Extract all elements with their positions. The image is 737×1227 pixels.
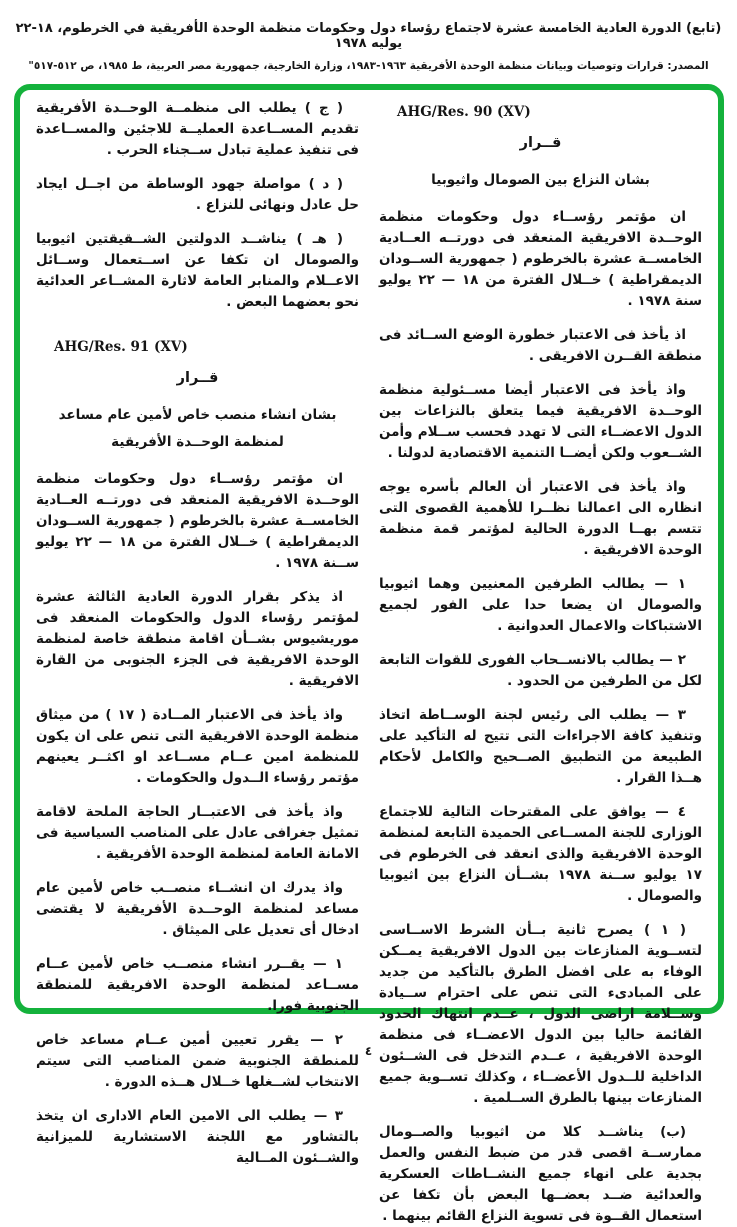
session-title: (تابع) الدورة العادية الخامسة عشرة لاجتماع رؤساء دول وحكومات منظمة الوحدة الأفريقية في الخرطوم، ١٨-٢٢ يوليه ١٩٧٨ (15, 21, 722, 51)
paragraph: واذ يأخذ فى الاعتبار أيضا مســئولية منظمة الوحــدة الافريقية فيما يتعلق بالنزاعات بين الدول الاعضــاء التى لا تهدد فحسب ســلام وأمن الشــعوب ولكن أيضــا التنمية الاقتصادية لدولنا . (379, 382, 702, 461)
resolution-91-subject-line2: لمنظمة الوحــدة الأفريقية (111, 434, 284, 450)
paragraph: واذ يدرك ان انشــاء منصــب خاص لأمين عام مساعد لمنظمة الوحــدة الأفريقية لا يقتضى ادخال أى تعديل على الميثاق . (36, 880, 359, 938)
resolution-90-column (379, 98, 703, 1224)
paragraph: ٤ — يوافق على المقترحات التالية للاجتماع الوزارى للجنة المســاعى الحميدة التابعة لمنظمة الوحدة الافريقية والذى انعقد فى الخرطوم فى ١٧ يوليو ســنة ١٩٧٨ بشــأن النزاع بين اثيوبيا والصومال . (379, 804, 702, 904)
resolution-90-id: AHG/Res. 90 (XV) (397, 104, 531, 120)
paragraph: ( ١ ) يصرح ثانية بــأن الشرط الاســاسى لتســوية المنازعات بين الدول الافريقية يمــكن الوفاء به على افضل الطرق بالتأكيد من جديد على المبادىء التى تنص على احترام ســيادة وســلامة اراضى الدول ، عــدم انتهاك الحدود القائمة حاليا بين الدول الاعضــاء فى منظمة الوحدة الافريقية ، عــدم التدخل فى الشــئون الداخلية للــدول الأعضــاء ، وكذلك تســوية جميع المنازعات بينها بالطرق الســلمية . (379, 922, 702, 1106)
paragraph: ٣ — يطلب الى الامين العام الادارى ان يتخذ بالتشاور مع اللجنة الاستشارية للميزانية والشــئون المــالية (36, 1108, 359, 1166)
paragraph: ان مؤتمر رؤســاء دول وحكومات منظمة الوحــدة الافريقية المنعقد فى دورتــه العــادية الخامســة عشرة بالخرطوم ( جمهورية الســودان الديمقراطية ) خــلال الفترة من ١٨ — ٢٢ يوليو ســنة ١٩٧٨ . (36, 471, 360, 571)
paragraph: واذ يأخذ فى الاعتبار المــادة ( ١٧ ) من ميثاق منظمة الوحدة الافريقية التى تنص على ان يكون للمنظمة امين عــام مســاعد او اكثــر يعينهم مؤتمر رؤساء الــدول والحكومات . (36, 707, 359, 786)
resolution-91-column (36, 98, 360, 1166)
paragraph: (ب) يناشــد كلا من اثيوبيا والصــومال ممارســة اقصى قدر من ضبط النفس والعمل بجدية على انهاء جميع النشــاطات العسكرية والعدائية ضــد بعضــها البعض بأن تكفا عن استعمال القــوة فى تسوية النزاع القائم بينهما . (379, 1124, 702, 1224)
paragraph: اذ يأخذ فى الاعتبار خطورة الوضع الســائد فى منطقة القــرن الافريقى . (379, 327, 702, 364)
paragraph: ( د ) مواصلة جهود الوساطة من اجــل ايجاد حل عادل ونهائى للنزاع . (36, 176, 359, 213)
paragraph: واذ يأخذ فى الاعتبــار الحاجة الملحة لاقامة تمثيل جغرافى عادل على المناصب السياسية فى الامانة العامة لمنظمة الوحدة الأفريقية . (36, 804, 359, 862)
resolution-90-heading: قــرار (519, 135, 562, 151)
page-number: ٤ (364, 1044, 373, 1058)
document-header (0, 0, 737, 72)
resolution-90-subject: بشان النزاع بين الصومال واثيوبيا (431, 172, 650, 188)
paragraph: ٢ — يطالب بالانســحاب الفورى للقوات التابعة لكل من الطرفين من الحدود . (379, 652, 702, 689)
resolution-91-subject-line1: بشان انشاء منصب خاص لأمين عام مساعد (58, 407, 337, 423)
resolution-91-heading: قــرار (176, 370, 219, 386)
resolution-91-id: AHG/Res. 91 (XV) (54, 339, 188, 355)
source-citation: المصدر: قرارات وتوصيات وبيانات منظمة الوحدة الأفريقية ١٩٦٣-١٩٨٣، وزارة الخارجية، جمهورية مصر العربية، ط ١٩٨٥، ص ٥١٢-٥١٧" (28, 60, 709, 72)
paragraph: ( هـ ) يناشــد الدولتين الشــقيقتين اثيوبيا والصومال ان تكفا عن اســتعمال وســائل الاعــلام والمنابر العامة لاثارة المشــاعر العدائية نحو بعضهما البعض . (36, 231, 359, 310)
paragraph: واذ يأخذ فى الاعتبار أن العالم بأسره يوجه انظاره الى اعمالنا نظــرا للأهمية القصوى التى تتسم بهــا الدورة الحالية لمؤتمر قمة منظمة الوحدة الافريقية . (379, 479, 702, 558)
paragraph: ( ج ) يطلب الى منظمــة الوحــدة الأفريقية تقديم المســاعدة العمليــة للاجئين والمســاعدة فى تنفيذ عملية تبادل ســجناء الحرب . (36, 100, 359, 158)
resolutions-frame (14, 84, 724, 1224)
paragraph: ان مؤتمر رؤســاء دول وحكومات منظمة الوحــدة الافريقية المنعقد فى دورتــه العــادية الخامســة عشرة بالخرطوم ( جمهورية الســودان الديمقراطية ) خــلال الفترة من ١٨ — ٢٢ يوليو سنة ١٩٧٨ . (379, 209, 703, 309)
paragraph: ١ — يطالب الطرفين المعنيين وهما اثيوبيا والصومال ان يضعا حدا على الفور لجميع الاشتباكات والاعمال العدوانية . (379, 576, 702, 634)
paragraph: ١ — يقــرر انشاء منصــب خاص لأمين عــام مســاعد لمنظمة الوحدة الافريقية للمنطقة الجنوبية فورا. (36, 956, 359, 1014)
paragraph: ٣ — يطلب الى رئيس لجنة الوســاطة اتخاذ وتنفيذ كافة الاجراءات التى تتيح له التأكيد على الطبيعة من التطبيق الصــحيح والكامل لأحكام هــذا القرار . (379, 707, 702, 786)
two-column-layout (36, 98, 703, 1224)
paragraph: اذ يذكر بقرار الدورة العادية الثالثة عشرة لمؤتمر رؤساء الدول والحكومات المنعقد فى موريشيوس بشــأن اقامة منطقة خاصة لمنظمة الوحدة الافريقية فى الجزء الجنوبى من القارة الافريقية . (36, 589, 359, 689)
paragraph: ٢ — يقرر تعيين أمين عــام مساعد خاص للمنطقة الجنوبية ضمن المناصب التى سيتم الانتخاب لشــغلها خــلال هــذه الدورة . (36, 1032, 359, 1090)
